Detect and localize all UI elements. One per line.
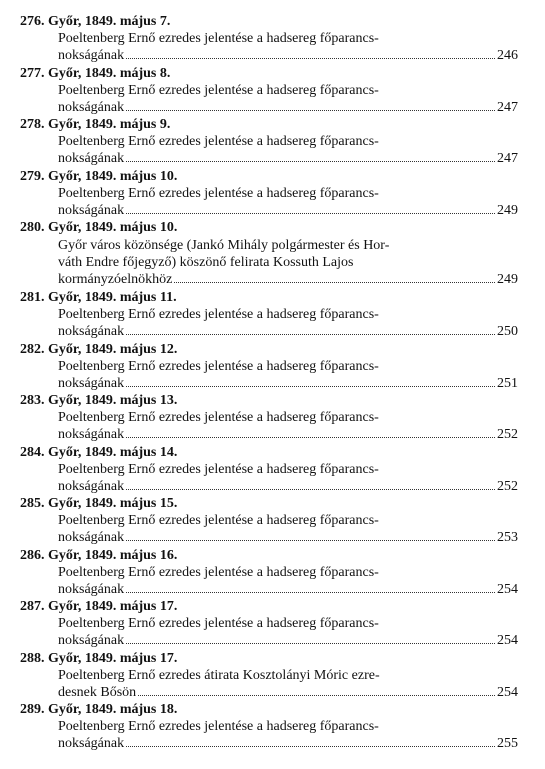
entry-text-line: Poeltenberg Ernő ezredes jelentése a hadsereg főparancs- bbox=[58, 83, 379, 98]
dot-leader bbox=[126, 386, 495, 387]
entry-text-line: Poeltenberg Ernő ezredes jelentése a hadsereg főparancs- bbox=[58, 410, 379, 425]
entry-heading: 288. Győr, 1849. május 17. bbox=[20, 651, 178, 666]
dot-leader bbox=[126, 334, 495, 335]
dot-leader bbox=[126, 540, 495, 541]
entry-text-last: nokságának bbox=[58, 324, 125, 339]
entry-leader-line bbox=[58, 203, 518, 219]
entry-leader-line bbox=[58, 530, 518, 546]
entry-heading: 280. Győr, 1849. május 10. bbox=[20, 220, 178, 235]
entry-text-last: nokságának bbox=[58, 633, 125, 648]
entry-heading: 277. Győr, 1849. május 8. bbox=[20, 66, 171, 81]
dot-leader bbox=[126, 161, 495, 162]
dot-leader bbox=[126, 437, 495, 438]
dot-leader bbox=[126, 213, 495, 214]
entry-heading: 281. Győr, 1849. május 11. bbox=[20, 290, 177, 305]
entry-text-line: váth Endre főjegyző) köszönő felirata Kossuth Lajos bbox=[58, 255, 354, 270]
dot-leader bbox=[126, 489, 495, 490]
dot-leader bbox=[126, 746, 495, 747]
dot-leader bbox=[126, 643, 495, 644]
entry-leader-line bbox=[58, 427, 518, 443]
entry-leader-line bbox=[58, 324, 518, 340]
dot-leader bbox=[126, 592, 495, 593]
dot-leader bbox=[138, 695, 495, 696]
entry-text-line: Poeltenberg Ernő ezredes jelentése a hadsereg főparancs- bbox=[58, 462, 379, 477]
page-number: 251 bbox=[497, 376, 518, 391]
entry-text-line: Poeltenberg Ernő ezredes jelentése a hadsereg főparancs- bbox=[58, 565, 379, 580]
page-number: 249 bbox=[497, 272, 518, 287]
entry-text-line: Poeltenberg Ernő ezredes jelentése a hadsereg főparancs- bbox=[58, 359, 379, 374]
entry-text-line: Poeltenberg Ernő ezredes jelentése a hadsereg főparancs- bbox=[58, 134, 379, 149]
entry-heading: 283. Győr, 1849. május 13. bbox=[20, 393, 178, 408]
page-number: 247 bbox=[497, 100, 518, 115]
page-number: 246 bbox=[497, 48, 518, 63]
page-number: 249 bbox=[497, 203, 518, 218]
entry-leader-line bbox=[58, 633, 518, 649]
entry-leader-line bbox=[58, 685, 518, 701]
page-number: 254 bbox=[497, 685, 518, 700]
entry-text-last: nokságának bbox=[58, 479, 125, 494]
entry-text-line: Poeltenberg Ernő ezredes jelentése a hadsereg főparancs- bbox=[58, 719, 379, 734]
page-number: 255 bbox=[497, 736, 518, 751]
entry-text-last: nokságának bbox=[58, 203, 125, 218]
entry-text-last: desnek Bősön bbox=[58, 685, 137, 700]
entry-text-line: Poeltenberg Ernő ezredes jelentése a hadsereg főparancs- bbox=[58, 616, 379, 631]
page-number: 254 bbox=[497, 633, 518, 648]
entry-heading: 279. Győr, 1849. május 10. bbox=[20, 169, 178, 184]
entry-text-last: nokságának bbox=[58, 48, 125, 63]
entry-heading: 287. Győr, 1849. május 17. bbox=[20, 599, 178, 614]
entry-text-line: Poeltenberg Ernő ezredes jelentése a hadsereg főparancs- bbox=[58, 307, 379, 322]
page-number: 252 bbox=[497, 427, 518, 442]
entry-heading: 282. Győr, 1849. május 12. bbox=[20, 342, 178, 357]
entry-heading: 289. Győr, 1849. május 18. bbox=[20, 702, 178, 717]
entry-heading: 278. Győr, 1849. május 9. bbox=[20, 117, 171, 132]
entry-text-last: nokságának bbox=[58, 582, 125, 597]
dot-leader bbox=[174, 282, 495, 283]
entry-text-last: nokságának bbox=[58, 100, 125, 115]
entry-text-line: Poeltenberg Ernő ezredes jelentése a hadsereg főparancs- bbox=[58, 513, 379, 528]
entry-text-line: Poeltenberg Ernő ezredes jelentése a hadsereg főparancs- bbox=[58, 186, 379, 201]
entry-heading: 284. Győr, 1849. május 14. bbox=[20, 445, 178, 460]
entry-heading: 276. Győr, 1849. május 7. bbox=[20, 14, 171, 29]
entry-text-last: nokságának bbox=[58, 151, 125, 166]
page-number: 252 bbox=[497, 479, 518, 494]
entry-text-last: nokságának bbox=[58, 530, 125, 545]
entry-text-line: Győr város közönsége (Jankó Mihály polgármester és Hor- bbox=[58, 238, 390, 253]
entry-leader-line bbox=[58, 582, 518, 598]
entry-leader-line bbox=[58, 376, 518, 392]
entry-text-line: Poeltenberg Ernő ezredes jelentése a hadsereg főparancs- bbox=[58, 31, 379, 46]
entry-text-last: kormányzóelnökhöz bbox=[58, 272, 173, 287]
dot-leader bbox=[126, 58, 495, 59]
page-number: 254 bbox=[497, 582, 518, 597]
page-number: 250 bbox=[497, 324, 518, 339]
entry-text-line: Poeltenberg Ernő ezredes átirata Kosztolányi Móric ezre- bbox=[58, 668, 380, 683]
entry-leader-line bbox=[58, 272, 518, 288]
entry-leader-line bbox=[58, 479, 518, 495]
entry-text-last: nokságának bbox=[58, 736, 125, 751]
entry-text-last: nokságának bbox=[58, 427, 125, 442]
entry-heading: 285. Győr, 1849. május 15. bbox=[20, 496, 178, 511]
page-number: 247 bbox=[497, 151, 518, 166]
page-number: 253 bbox=[497, 530, 518, 545]
entry-leader-line bbox=[58, 48, 518, 64]
entry-leader-line bbox=[58, 100, 518, 116]
entry-heading: 286. Győr, 1849. május 16. bbox=[20, 548, 178, 563]
entry-text-last: nokságának bbox=[58, 376, 125, 391]
entry-leader-line bbox=[58, 736, 518, 752]
dot-leader bbox=[126, 110, 495, 111]
entry-leader-line bbox=[58, 151, 518, 167]
